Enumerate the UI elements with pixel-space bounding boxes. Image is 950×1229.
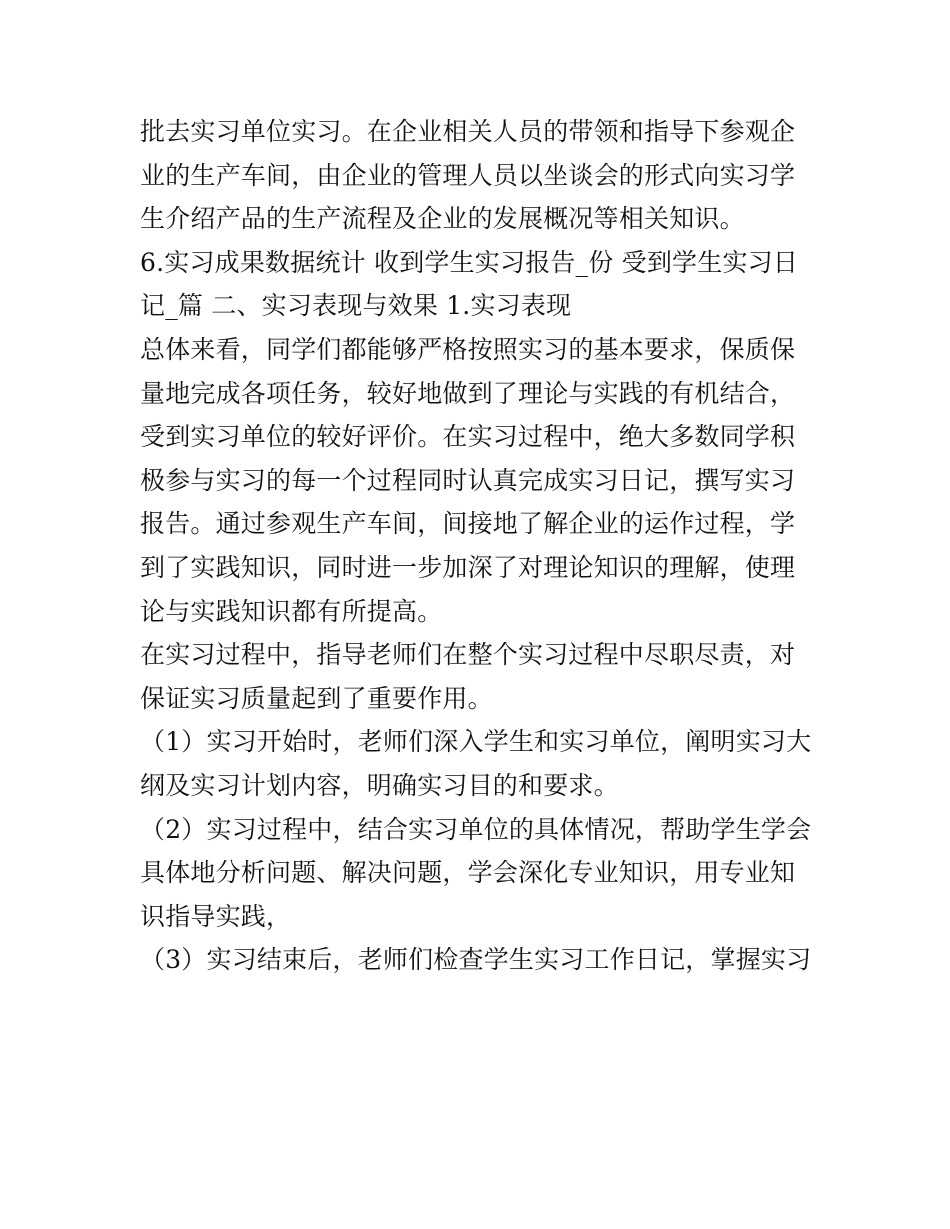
paragraph-results-statistics: 6.实习成果数据统计 收到学生实习报告_份 受到学生实习日记_篇 二、实习表现与效果 1.实习表现 [140,247,799,321]
paragraph-item-2: （2）实习过程中，结合实习单位的具体情况，帮助学生学会具体地分析问题、解决问题，学会深化专业知识，用专业知识指导实践， [140,814,812,931]
paragraph-item-3: （3）实习结束后，老师们检查学生实习工作日记，掌握实习 [140,945,812,975]
paragraph-internship-visit: 批去实习单位实习。在企业相关人员的带领和指导下参观企业的生产车间，由企业的管理人员以坐谈会的形式向实习学生介绍产品的生产流程及企业的发展概况等相关知识。 [140,117,796,234]
paragraph-overall-performance: 总体来看，同学们都能够严格按照实习的基本要求，保质保量地完成各项任务，较好地做到了理论与实践的有机结合，受到实习单位的较好评价。在实习过程中，绝大多数同学积极参与实习的每一个过程同时认真完成实习日记，撰写实习报告。通过参观生产车间，间接地了解企业的运作过程，学到了实践知识，同时进一步加深了对理论知识的理解，使理论与实践知识都有所提高。 [140,334,796,626]
paragraph-teacher-role: 在实习过程中，指导老师们在整个实习过程中尽职尽责，对保证实习质量起到了重要作用。 [140,640,796,713]
paragraph-item-1: （1）实习开始时，老师们深入学生和实习单位，阐明实习大纲及实习计划内容，明确实习目的和要求。 [140,727,812,800]
document-body [140,110,820,982]
